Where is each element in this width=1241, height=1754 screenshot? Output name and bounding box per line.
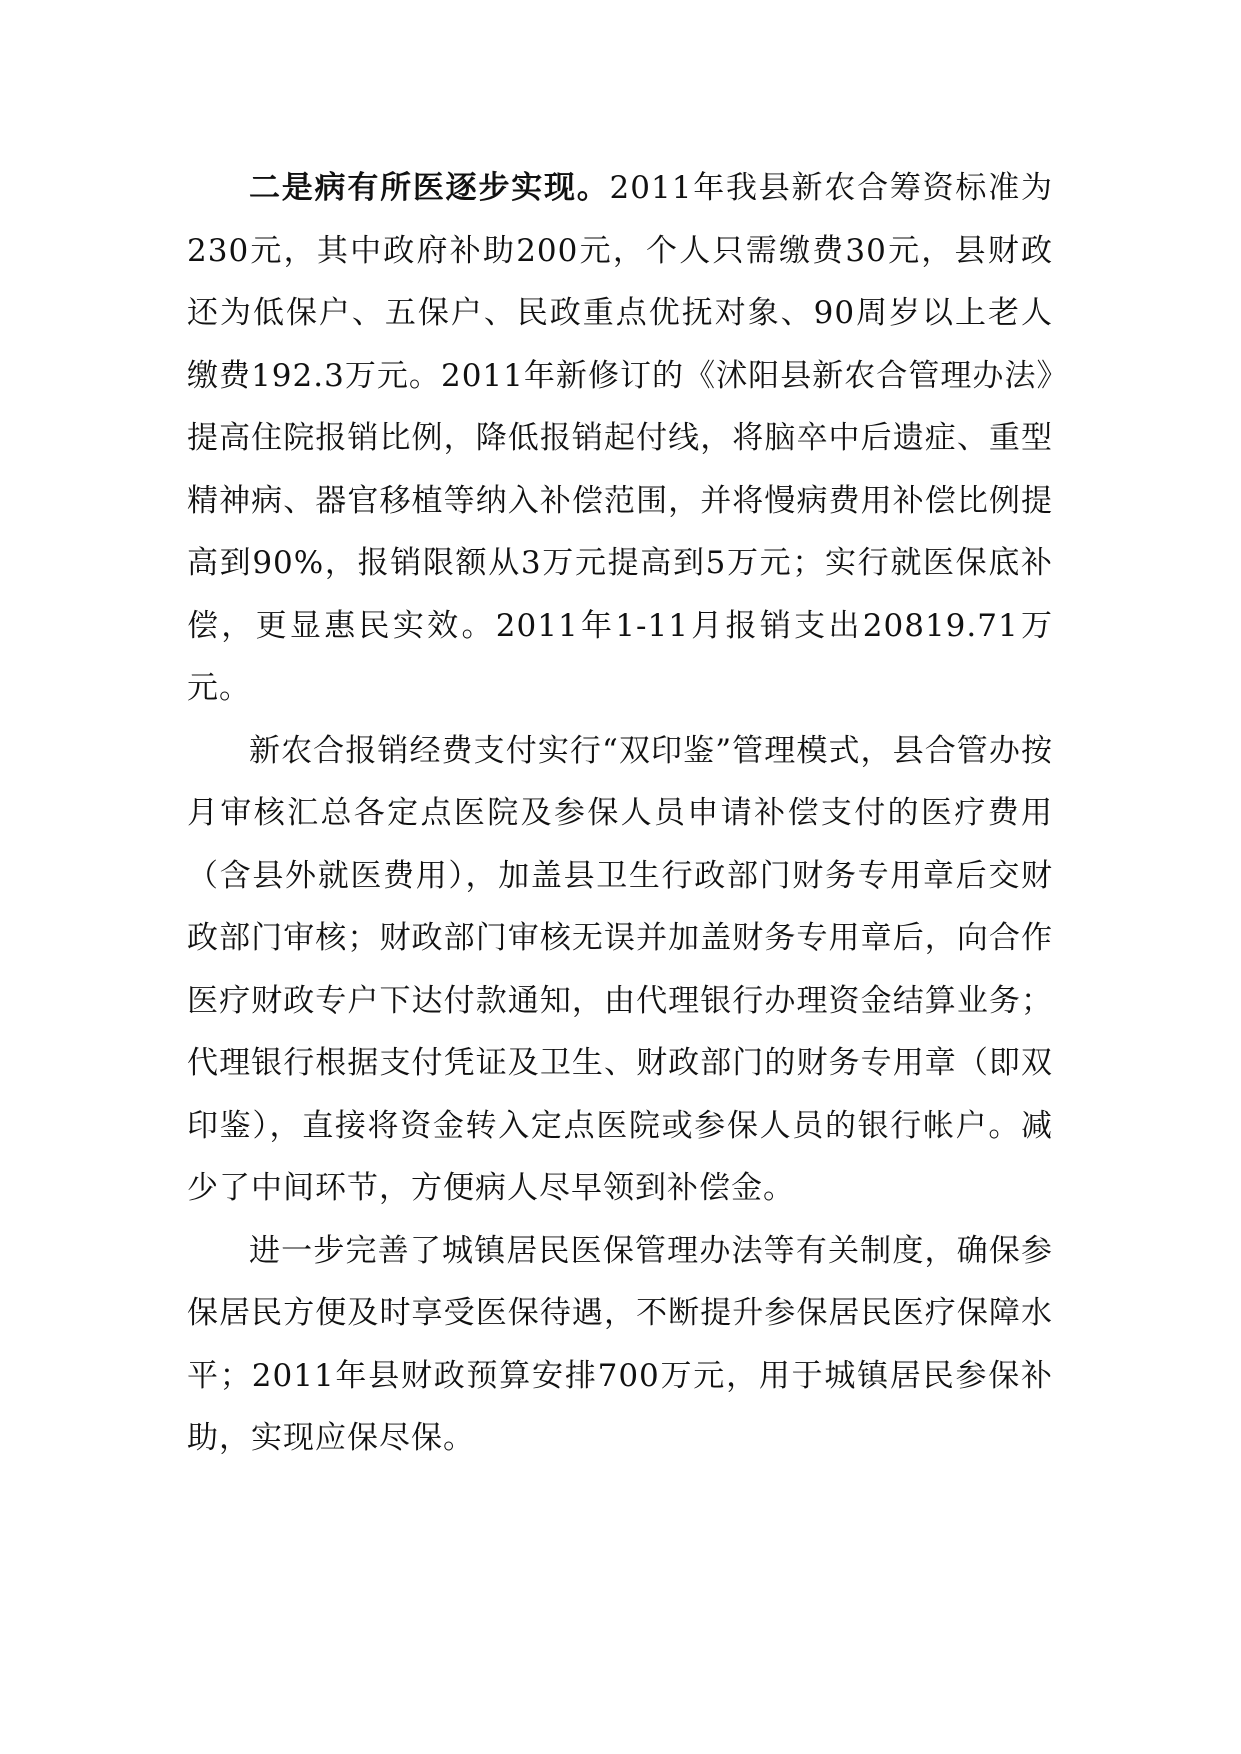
paragraph-text: 进一步完善了城镇居民医保管理办法等有关制度，确保参保居民方便及时享受医保待遇，不断提升参保居民医疗保障水平；2011年县财政预算安排700万元，用于城镇居民参保补助，实现应保尽保。 bbox=[187, 1232, 1053, 1456]
paragraph-lead-heading: 二是病有所医逐步实现。 bbox=[249, 170, 610, 206]
paragraph-urban-insurance bbox=[187, 1220, 1053, 1470]
document-body bbox=[187, 157, 1053, 1470]
paragraph-healthcare bbox=[187, 157, 1053, 720]
paragraph-text: 2011年我县新农合筹资标准为230元，其中政府补助200元，个人只需缴费30元，县财政还为低保户、五保户、民政重点优抚对象、90周岁以上老人缴费192.3万元。2011年新修订的《沭阳县新农合管理办法》提高住院报销比例，降低报销起付线，将脑卒中后遗症、重型精神病、器官移植等纳入补偿范围，并将慢病费用补偿比例提高到90%，报销限额从3万元提高到5万元；实行就医保底补偿，更显惠民实效。2011年1-11月报销支出20819.71万元。 bbox=[187, 170, 1053, 706]
paragraph-text: 新农合报销经费支付实行“双印鉴”管理模式，县合管办按月审核汇总各定点医院及参保人员申请补偿支付的医疗费用（含县外就医费用），加盖县卫生行政部门财务专用章后交财政部门审核；财政部门审核无误并加盖财务专用章后，向合作医疗财政专户下达付款通知，由代理银行办理资金结算业务；代理银行根据支付凭证及卫生、财政部门的财务专用章（即双印鉴），直接将资金转入定点医院或参保人员的银行帐户。减少了中间环节，方便病人尽早领到补偿金。 bbox=[187, 732, 1053, 1206]
paragraph-dual-seal-payment bbox=[187, 720, 1053, 1220]
